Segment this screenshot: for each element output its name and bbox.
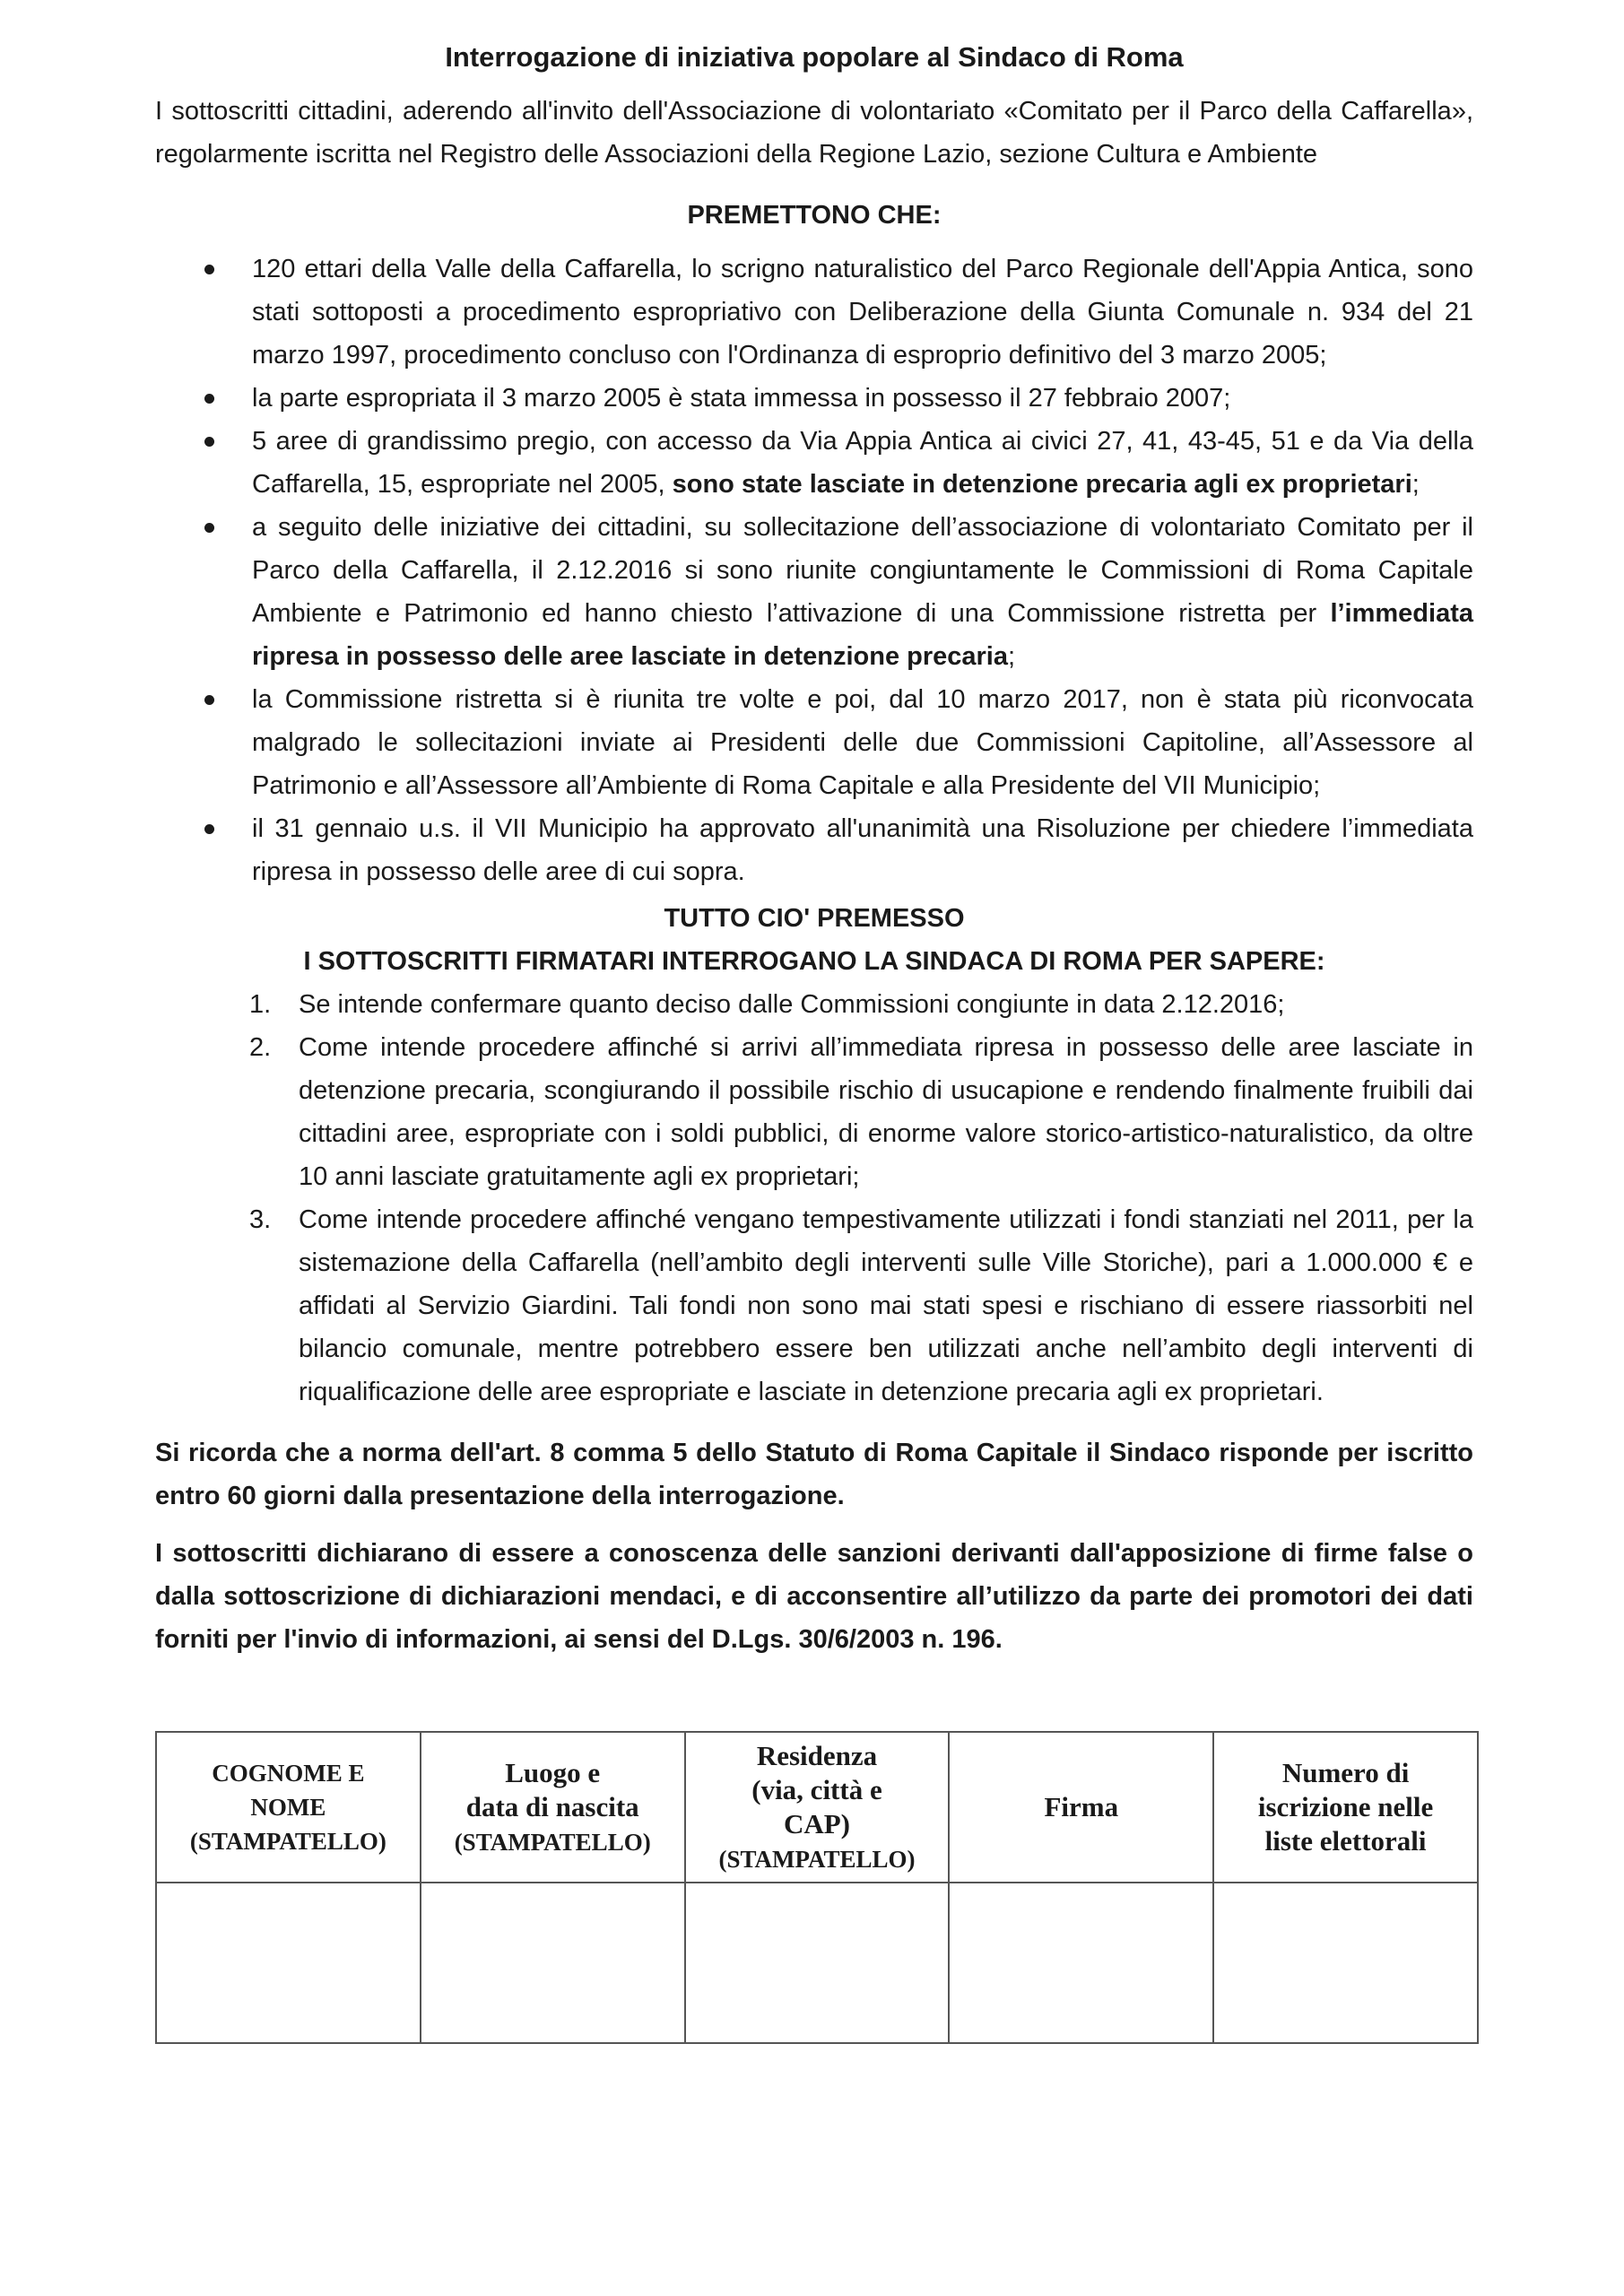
list-item: 5 aree di grandissimo pregio, con accesso da Via Appia Antica ai civici 27, 41, 43-45, 51 e da Via della Caffarella, 15, espropriate nel 2005, sono state lasciate in detenzione precaria agli ex proprietari; [155, 420, 1473, 506]
column-header-electoral: Numero di iscrizione nelle liste elettorali [1213, 1732, 1478, 1883]
questions-list [155, 983, 1473, 1413]
signature-cell[interactable] [949, 1883, 1213, 2043]
residence-cell[interactable] [685, 1883, 950, 2043]
document-title: Interrogazione di iniziativa popolare al Sindaco di Roma [445, 41, 1184, 73]
bullet-icon [204, 394, 214, 404]
list-item: a seguito delle iniziative dei cittadini, su sollecitazione dell’associazione di volontariato Comitato per il Parco della Caffarella, il 2.12.2016 si sono riunite congiuntamente le Commissioni di Roma Capitale Ambiente e Patrimonio ed hanno chiesto l’attivazione di una Commissione ristretta per l’immediata ripresa in possesso delle aree lasciate in detenzione precaria; [155, 506, 1473, 678]
premises-list [155, 248, 1473, 893]
signature-table [155, 1731, 1479, 2044]
table-row [156, 1883, 1478, 2043]
birth-cell[interactable] [421, 1883, 685, 2043]
bullet-icon [204, 824, 214, 834]
list-item: la Commissione ristretta si è riunita tre volte e poi, dal 10 marzo 2017, non è stata più riconvocata malgrado le sollecitazioni inviate ai Presidenti delle due Commissioni Capitoline, all’Assessore al Patrimonio e all’Assessore all’Ambiente di Roma Capitale e alla Presidente del VII Municipio; [155, 678, 1473, 807]
table-header-row [156, 1732, 1478, 1883]
list-item: il 31 gennaio u.s. il VII Municipio ha approvato all'unanimità una Risoluzione per chiedere l’immediata ripresa in possesso delle aree di cui sopra. [155, 807, 1473, 893]
bullet-icon [204, 523, 214, 533]
premise-heading: PREMETTONO CHE: [687, 201, 942, 230]
whereas-heading: TUTTO CIO' PREMESSO [664, 904, 965, 933]
name-cell[interactable] [156, 1883, 421, 2043]
question-heading: I SOTTOSCRITTI FIRMATARI INTERROGANO LA SINDACA DI ROMA PER SAPERE: [303, 947, 1325, 976]
column-header-residence: Residenza (via, città e CAP) (STAMPATELLO) [685, 1732, 950, 1883]
document-body [155, 36, 1473, 1661]
reminder-paragraph: Si ricorda che a norma dell'art. 8 comma 5 dello Statuto di Roma Capitale il Sindaco risponde per iscritto entro 60 giorni dalla presentazione della interrogazione. [155, 1439, 1473, 1510]
list-item: 1. Se intende confermare quanto deciso dalle Commissioni congiunte in data 2.12.2016; [249, 990, 1285, 1019]
declaration-paragraph: I sottoscritti dichiarano di essere a conoscenza delle sanzioni derivanti dall'apposizione di firme false o dalla sottoscrizione di dichiarazioni mendaci, e di acconsentire all’utilizzo da parte dei promotori dei dati forniti per l'invio di informazioni, ai sensi del D.Lgs. 30/6/2003 n. 196. [155, 1539, 1473, 1654]
list-item: 2. Come intende procedere affinché si arrivi all’immediata ripresa in possesso delle aree lasciate in detenzione precaria, scongiurando il possibile rischio di usucapione e rendendo finalmente fruibili dai cittadini aree, espropriate con i soldi pubblici, di enorme valore storico-artistico-naturalistico, da oltre 10 anni lasciate gratuitamente agli ex proprietari; [249, 1033, 1473, 1191]
bullet-icon [204, 695, 214, 705]
bullet-icon [204, 437, 214, 447]
list-item: 120 ettari della Valle della Caffarella, lo scrigno naturalistico del Parco Regionale dell'Appia Antica, sono stati sottoposti a procedimento espropriativo con Deliberazione della Giunta Comunale n. 934 del 21 marzo 1997, procedimento concluso con l'Ordinanza di esproprio definitivo del 3 marzo 2005; [155, 248, 1473, 377]
electoral-number-cell[interactable] [1213, 1883, 1478, 2043]
column-header-signature: Firma [949, 1732, 1213, 1883]
bullet-icon [204, 265, 214, 274]
list-item: 3. Come intende procedere affinché vengano tempestivamente utilizzati i fondi stanziati nel 2011, per la sistemazione della Caffarella (nell’ambito degli interventi sulle Ville Storiche), pari a 1.000.000 € e affidati al Servizio Giardini. Tali fondi non sono mai stati spesi e rischiano di essere riassorbiti nel bilancio comunale, mentre potrebbero essere ben utilizzati anche nell’ambito degli interventi di riqualificazione delle aree espropriate e lasciate in detenzione precaria agli ex proprietari. [249, 1205, 1473, 1406]
intro-paragraph: I sottoscritti cittadini, aderendo all'invito dell'Associazione di volontariato «Comitato per il Parco della Caffarella», regolarmente iscritta nel Registro delle Associazioni della Regione Lazio, sezione Cultura e Ambiente [155, 97, 1473, 169]
column-header-birth: Luogo e data di nascita (STAMPATELLO) [421, 1732, 685, 1883]
list-item: la parte espropriata il 3 marzo 2005 è stata immessa in possesso il 27 febbraio 2007; [155, 377, 1473, 420]
column-header-name: COGNOME E NOME (STAMPATELLO) [156, 1732, 421, 1883]
